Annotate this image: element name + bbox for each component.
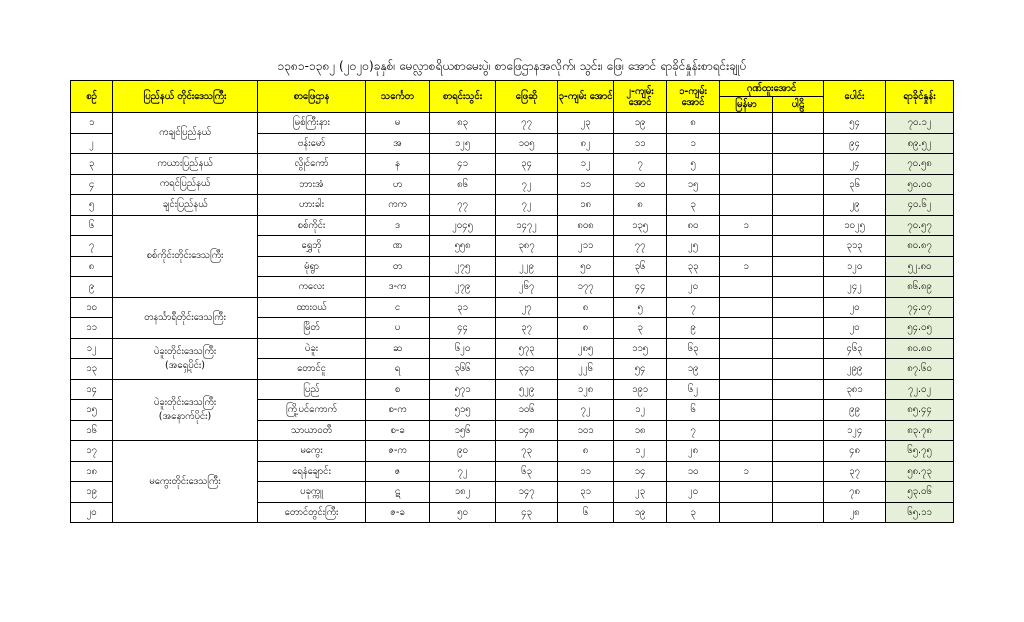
cell-pass2: ၁၉ (614, 113, 667, 134)
cell-pass2: ၃ (614, 318, 667, 339)
cell-pass1: ၁ (667, 133, 720, 154)
cell-center: ကလေး (258, 277, 366, 298)
cell-pass3: ၆ (558, 502, 614, 523)
cell-percent: ၅၈.၇၃ (886, 461, 954, 482)
cell-myanmar (720, 482, 773, 503)
cell-percent: ၅၃.၀၆ (886, 482, 954, 503)
cell-center: ပဲခူး (258, 338, 366, 359)
cell-registered: ၅၀ (430, 502, 496, 523)
cell-code: ဇ (366, 461, 430, 482)
cell-region (113, 379, 258, 441)
cell-total: ၉၉ (824, 400, 886, 421)
table-row (71, 154, 954, 175)
cell-center: ဗန်းမော် (258, 133, 366, 154)
cell-center: မြိတ် (258, 318, 366, 339)
cell-pass1: ၆ (667, 400, 720, 421)
cell-pass1: ၃ (667, 195, 720, 216)
cell-pali (773, 420, 824, 441)
cell-sat: ၂၇ (496, 297, 558, 318)
cell-region (113, 154, 258, 175)
cell-percent: ၄၀.၆၂ (886, 195, 954, 216)
cell-percent: ၇၀.၅၈ (886, 154, 954, 175)
cell-code: စ-ခ (366, 420, 430, 441)
cell-total: ၂၄ (824, 154, 886, 175)
cell-sat: ၃၄၀ (496, 359, 558, 380)
cell-registered: ၇၇ (430, 195, 496, 216)
cell-pali (773, 400, 824, 421)
cell-percent: ၅၀.၀၀ (886, 174, 954, 195)
cell-no: ၂၀ (71, 502, 113, 523)
header-registered: စာရင်းသွင်း (430, 81, 496, 113)
region-name: စစ်ကိုင်းတိုင်းဒေသကြီး (146, 250, 224, 261)
cell-center: မြစ်ကြီးနား (258, 113, 366, 134)
cell-no: ၁၃ (71, 359, 113, 380)
cell-no: ၁၉ (71, 482, 113, 503)
cell-pali (773, 133, 824, 154)
cell-registered: ၃၁ (430, 297, 496, 318)
header-distinction: ဂုဏ်ထူးအောင် (720, 81, 824, 97)
cell-code: ပ (366, 318, 430, 339)
cell-pass1: ၁၉ (667, 359, 720, 380)
cell-pass3: ၁၁ (558, 174, 614, 195)
cell-myanmar (720, 420, 773, 441)
cell-total: ၂၈ (824, 502, 886, 523)
cell-region (113, 441, 258, 523)
cell-percent: ၆၅.၇၅ (886, 441, 954, 462)
cell-pali (773, 154, 824, 175)
cell-pass1: ၇ (667, 420, 720, 441)
header-pass2: ၂-ကျမ်း အောင် (614, 81, 667, 113)
cell-pass3: ၁၂၈ (558, 379, 614, 400)
header-center: စာဖြေဌာန (258, 81, 366, 113)
cell-pass2: ၁၁၅ (614, 338, 667, 359)
cell-code: ဇ-က (366, 441, 430, 462)
cell-code: ဏ (366, 236, 430, 257)
header-region: ပြည်နယ် တိုင်းဒေသကြီး (113, 81, 258, 113)
cell-region (113, 195, 258, 216)
cell-total: ၂၉ (824, 195, 886, 216)
cell-pass1: ၁၀ (667, 461, 720, 482)
table-body (71, 113, 954, 523)
cell-no: ၁၁ (71, 318, 113, 339)
cell-pass2: ၁၁ (614, 133, 667, 154)
cell-pass2: ၃၆ (614, 256, 667, 277)
cell-pali (773, 318, 824, 339)
cell-percent: ၇၂.၀၂ (886, 379, 954, 400)
cell-pali (773, 174, 824, 195)
cell-pass1: ၆၂ (667, 379, 720, 400)
cell-center: မုံရွာ (258, 256, 366, 277)
region-name: မကွေးတိုင်းဒေသကြီး (149, 475, 221, 487)
cell-code: စ-က (366, 400, 430, 421)
region-subtitle: (အနောက်ပိုင်း) (158, 410, 212, 422)
table-row (71, 195, 954, 216)
header-sat: ဖြေဆို (496, 81, 558, 113)
region-name: ကချင်ပြည်နယ် (159, 127, 211, 138)
cell-registered: ၅၇၁ (430, 379, 496, 400)
region-name: ချင်းပြည်နယ် (162, 198, 208, 210)
cell-myanmar (720, 359, 773, 380)
cell-pali (773, 441, 824, 462)
cell-sat: ၁၄၇ (496, 482, 558, 503)
cell-pass3: ၁၇၇ (558, 277, 614, 298)
cell-region (113, 215, 258, 297)
header-no: စဉ် (71, 81, 113, 113)
cell-pass3: ၂၁၁ (558, 236, 614, 257)
cell-myanmar (720, 195, 773, 216)
cell-pass2: ၅၄ (614, 359, 667, 380)
cell-registered: ၉၀ (430, 441, 496, 462)
results-table (70, 80, 954, 523)
cell-code: ရ (366, 359, 430, 380)
cell-pass2: ၈ (614, 195, 667, 216)
cell-sat: ၃၇ (496, 318, 558, 339)
cell-pali (773, 379, 824, 400)
cell-pass3: ၈၂ (558, 133, 614, 154)
cell-pass1: ၁၅ (667, 174, 720, 195)
cell-no: ၁၄ (71, 379, 113, 400)
table-row (71, 379, 954, 400)
cell-code: စ (366, 379, 430, 400)
cell-percent: ၆၅.၁၁ (886, 502, 954, 523)
cell-myanmar: ၁ (720, 256, 773, 277)
cell-pali (773, 236, 824, 257)
cell-percent: ၅၂.၈၀ (886, 256, 954, 277)
cell-total: ၉၄ (824, 133, 886, 154)
cell-code: ဇ-ခ (366, 502, 430, 523)
region-name: ကရင်ပြည်နယ် (159, 178, 211, 190)
cell-sat: ၇၃ (496, 441, 558, 462)
cell-code: ဆ (366, 338, 430, 359)
cell-registered: ၈၆ (430, 174, 496, 195)
cell-registered: ၂၇၅ (430, 256, 496, 277)
cell-pass1: ၅ (667, 154, 720, 175)
cell-percent: ၇၄.၀၇ (886, 297, 954, 318)
header-pali: ပါဠိ (773, 97, 824, 113)
cell-pass3: ၃၁ (558, 482, 614, 503)
cell-center: ရွှေဘို (258, 236, 366, 257)
cell-registered: ၄၁ (430, 154, 496, 175)
cell-pass3: ၁၁ (558, 461, 614, 482)
header-total: ပေါင်း (824, 81, 886, 113)
cell-pass1: ၈၀ (667, 215, 720, 236)
cell-myanmar (720, 318, 773, 339)
cell-center: သာယာဝတီ (258, 420, 366, 441)
cell-code: ဋ (366, 482, 430, 503)
cell-pass1: ၂၀ (667, 277, 720, 298)
cell-total: ၂၄၂ (824, 277, 886, 298)
cell-pali (773, 277, 824, 298)
cell-myanmar (720, 236, 773, 257)
cell-code: န (366, 154, 430, 175)
cell-sat: ၇၂ (496, 174, 558, 195)
cell-center: ဘားအံ (258, 174, 366, 195)
cell-pali (773, 297, 824, 318)
cell-center: စစ်ကိုင်း (258, 215, 366, 236)
cell-code: ဟ (366, 174, 430, 195)
cell-pali (773, 461, 824, 482)
cell-pass2: ၁၀ (614, 174, 667, 195)
cell-total: ၇၈ (824, 482, 886, 503)
cell-no: ၅ (71, 195, 113, 216)
cell-code: ကက (366, 195, 430, 216)
cell-pass3: ၁၈ (558, 195, 614, 216)
cell-total: ၄၈ (824, 441, 886, 462)
cell-no: ၇ (71, 236, 113, 257)
cell-myanmar (720, 174, 773, 195)
cell-total: ၂၀ (824, 297, 886, 318)
cell-pass2: ၁၈ (614, 420, 667, 441)
cell-no: ၁ (71, 113, 113, 134)
cell-percent: ၈၃.၇၈ (886, 420, 954, 441)
cell-total: ၁၂၀ (824, 256, 886, 277)
cell-region (113, 174, 258, 195)
cell-myanmar (720, 379, 773, 400)
cell-registered: ၆၂၀ (430, 338, 496, 359)
cell-total: ၃၈၁ (824, 379, 886, 400)
cell-registered: ၁၈၂ (430, 482, 496, 503)
cell-registered: ၁၅၆ (430, 420, 496, 441)
cell-pass3: ၈၀၈ (558, 215, 614, 236)
cell-no: ၆ (71, 215, 113, 236)
cell-code: ဒ (366, 215, 430, 236)
cell-myanmar: ၁ (720, 215, 773, 236)
cell-no: ၁၀ (71, 297, 113, 318)
cell-percent: ၈၉.၅၂ (886, 133, 954, 154)
cell-sat: ၁၄၇၂ (496, 215, 558, 236)
cell-registered: ၇၂ (430, 461, 496, 482)
cell-pali (773, 256, 824, 277)
cell-total: ၁၂၄ (824, 420, 886, 441)
cell-percent: ၈၆.၈၉ (886, 277, 954, 298)
cell-sat: ၁၄၈ (496, 420, 558, 441)
cell-pass2: ၁၂ (614, 400, 667, 421)
cell-percent: ၈၀.၈၇ (886, 236, 954, 257)
cell-percent: ၇၀.၅၇ (886, 215, 954, 236)
cell-myanmar (720, 338, 773, 359)
cell-center: လွိုင်ကော် (258, 154, 366, 175)
cell-myanmar (720, 277, 773, 298)
cell-pass2: ၁၉၁ (614, 379, 667, 400)
cell-pass2: ၅ (614, 297, 667, 318)
cell-percent: ၈၅.၄၄ (886, 400, 954, 421)
cell-sat: ၁၀၆ (496, 400, 558, 421)
cell-myanmar (720, 400, 773, 421)
cell-pass1: ၉ (667, 318, 720, 339)
region-name: ပဲခူးတိုင်းဒေသကြီး (153, 396, 217, 408)
cell-pali (773, 502, 824, 523)
cell-no: ၃ (71, 154, 113, 175)
cell-pass3: ၂၃ (558, 113, 614, 134)
cell-pass1: ၈ (667, 113, 720, 134)
cell-center: တောင်တွင်းကြီး (258, 502, 366, 523)
cell-center: ကြို့ပင်ကောက် (258, 400, 366, 421)
cell-no: ၄ (71, 174, 113, 195)
cell-percent: ၈၀.၈၀ (886, 338, 954, 359)
cell-total: ၃၇ (824, 461, 886, 482)
cell-total: ၂၀ (824, 318, 886, 339)
region-name: တနင်္သာရီတိုင်းဒေသကြီး (144, 311, 226, 323)
cell-no: ၉ (71, 277, 113, 298)
cell-myanmar: ၁ (720, 461, 773, 482)
cell-total: ၄၆၃ (824, 338, 886, 359)
cell-no: ၁၇ (71, 441, 113, 462)
cell-percent: ၇၀.၁၂ (886, 113, 954, 134)
cell-myanmar (720, 441, 773, 462)
cell-pali (773, 215, 824, 236)
cell-pass3: ၈ (558, 441, 614, 462)
cell-pass2: ၁၃၅ (614, 215, 667, 236)
cell-pass3: ၈ (558, 297, 614, 318)
cell-pass3: ၈ (558, 318, 614, 339)
cell-registered: ၂၇၉ (430, 277, 496, 298)
cell-no: ၁၆ (71, 420, 113, 441)
cell-no: ၈ (71, 256, 113, 277)
cell-center: မကွေး (258, 441, 366, 462)
cell-center: ပခုက္ကူ (258, 482, 366, 503)
header-pass3: ၃-ကျမ်း အောင် (558, 81, 614, 113)
cell-pass2: ၁၉ (614, 502, 667, 523)
cell-no: ၁၅ (71, 400, 113, 421)
cell-pass2: ၇ (614, 154, 667, 175)
cell-code: ဒ-က (366, 277, 430, 298)
cell-pass3: ၁၂ (558, 154, 614, 175)
cell-registered: ၂၀၄၅ (430, 215, 496, 236)
cell-registered: ၈၃ (430, 113, 496, 134)
cell-center: ရေနံချောင်း (258, 461, 366, 482)
cell-pass2: ၁၄ (614, 461, 667, 482)
region-name: ပဲခူးတိုင်းဒေသကြီး (153, 345, 217, 357)
cell-sat: ၂၂၉ (496, 256, 558, 277)
cell-myanmar (720, 133, 773, 154)
cell-pass1: ၆၃ (667, 338, 720, 359)
cell-sat: ၇၇ (496, 113, 558, 134)
cell-sat: ၂၆၇ (496, 277, 558, 298)
cell-total: ၂၉၉ (824, 359, 886, 380)
cell-code: အ (366, 133, 430, 154)
cell-region (113, 338, 258, 379)
cell-region (113, 297, 258, 338)
cell-pass3: ၅၀ (558, 256, 614, 277)
cell-no: ၂ (71, 133, 113, 154)
cell-sat: ၇၂ (496, 195, 558, 216)
cell-myanmar (720, 297, 773, 318)
table-row (71, 338, 954, 359)
region-name: ကယားပြည်နယ် (157, 157, 213, 169)
cell-pali (773, 482, 824, 503)
cell-pass1: ၂၅ (667, 236, 720, 257)
cell-sat: ၁၀၅ (496, 133, 558, 154)
cell-pali (773, 359, 824, 380)
cell-no: ၁၈ (71, 461, 113, 482)
header-pass1: ၁-ကျမ်း အောင် (667, 81, 720, 113)
header-percent: ရာခိုင်နှုန်း (886, 81, 954, 113)
table-row (71, 215, 954, 236)
cell-center: ပြည် (258, 379, 366, 400)
cell-total: ၃၁၃ (824, 236, 886, 257)
table-row (71, 174, 954, 195)
cell-registered: ၅၅၈ (430, 236, 496, 257)
cell-pali (773, 195, 824, 216)
cell-pass2: ၄၄ (614, 277, 667, 298)
cell-code: မ (366, 113, 430, 134)
cell-pass1: ၃၃ (667, 256, 720, 277)
cell-pass3: ၇၂ (558, 400, 614, 421)
header-code: သင်္ကေတ (366, 81, 430, 113)
table-row (71, 113, 954, 134)
cell-myanmar (720, 113, 773, 134)
cell-total: ၁၀၂၅ (824, 215, 886, 236)
cell-total: ၅၄ (824, 113, 886, 134)
cell-pali (773, 338, 824, 359)
cell-pass2: ၂၃ (614, 482, 667, 503)
cell-sat: ၄၃ (496, 502, 558, 523)
cell-sat: ၃၄ (496, 154, 558, 175)
cell-center: ဟားခါး (258, 195, 366, 216)
cell-center: တောင်ငူ (258, 359, 366, 380)
cell-pass2: ၁၂ (614, 441, 667, 462)
cell-myanmar (720, 502, 773, 523)
header-myanmar: မြန်မာ (720, 97, 773, 113)
region-subtitle: (အရှေ့ပိုင်း) (164, 359, 206, 371)
cell-registered: ၃၆၆ (430, 359, 496, 380)
cell-registered: ၅၁၅ (430, 400, 496, 421)
cell-code: င (366, 297, 430, 318)
table-row (71, 441, 954, 462)
cell-pass3: ၂၂၆ (558, 359, 614, 380)
cell-pass1: ၂၈ (667, 441, 720, 462)
cell-registered: ၁၂၅ (430, 133, 496, 154)
cell-pass1: ၃ (667, 502, 720, 523)
cell-no: ၁၂ (71, 338, 113, 359)
cell-center: ထားဝယ် (258, 297, 366, 318)
cell-pass1: ၂၀ (667, 482, 720, 503)
cell-sat: ၅၇၃ (496, 338, 558, 359)
report-title: ၁၃၈၁-၁၃၈၂ (၂၀၂၀)ခုနှစ်၊ မေလ္လာစရိယစာမေးပွဲ၊ စာဖြေဌာနအလိုက်၊ သွင်း၊ ဖြေ၊ အောင် ရာခိုင်နှုန်းစာရင်းချုပ် (277, 59, 747, 73)
cell-pass3: ၂၈၅ (558, 338, 614, 359)
cell-pass3: ၁၀၁ (558, 420, 614, 441)
cell-pass1: ၇ (667, 297, 720, 318)
cell-region (113, 113, 258, 154)
cell-percent: ၈၇.၆၀ (886, 359, 954, 380)
cell-sat: ၆၃ (496, 461, 558, 482)
cell-code: တ (366, 256, 430, 277)
cell-percent: ၅၄.၀၅ (886, 318, 954, 339)
cell-sat: ၅၂၉ (496, 379, 558, 400)
cell-myanmar (720, 154, 773, 175)
cell-pass2: ၇၇ (614, 236, 667, 257)
table-row (71, 297, 954, 318)
cell-registered: ၄၄ (430, 318, 496, 339)
cell-sat: ၃၈၇ (496, 236, 558, 257)
cell-total: ၃၆ (824, 174, 886, 195)
cell-pali (773, 113, 824, 134)
